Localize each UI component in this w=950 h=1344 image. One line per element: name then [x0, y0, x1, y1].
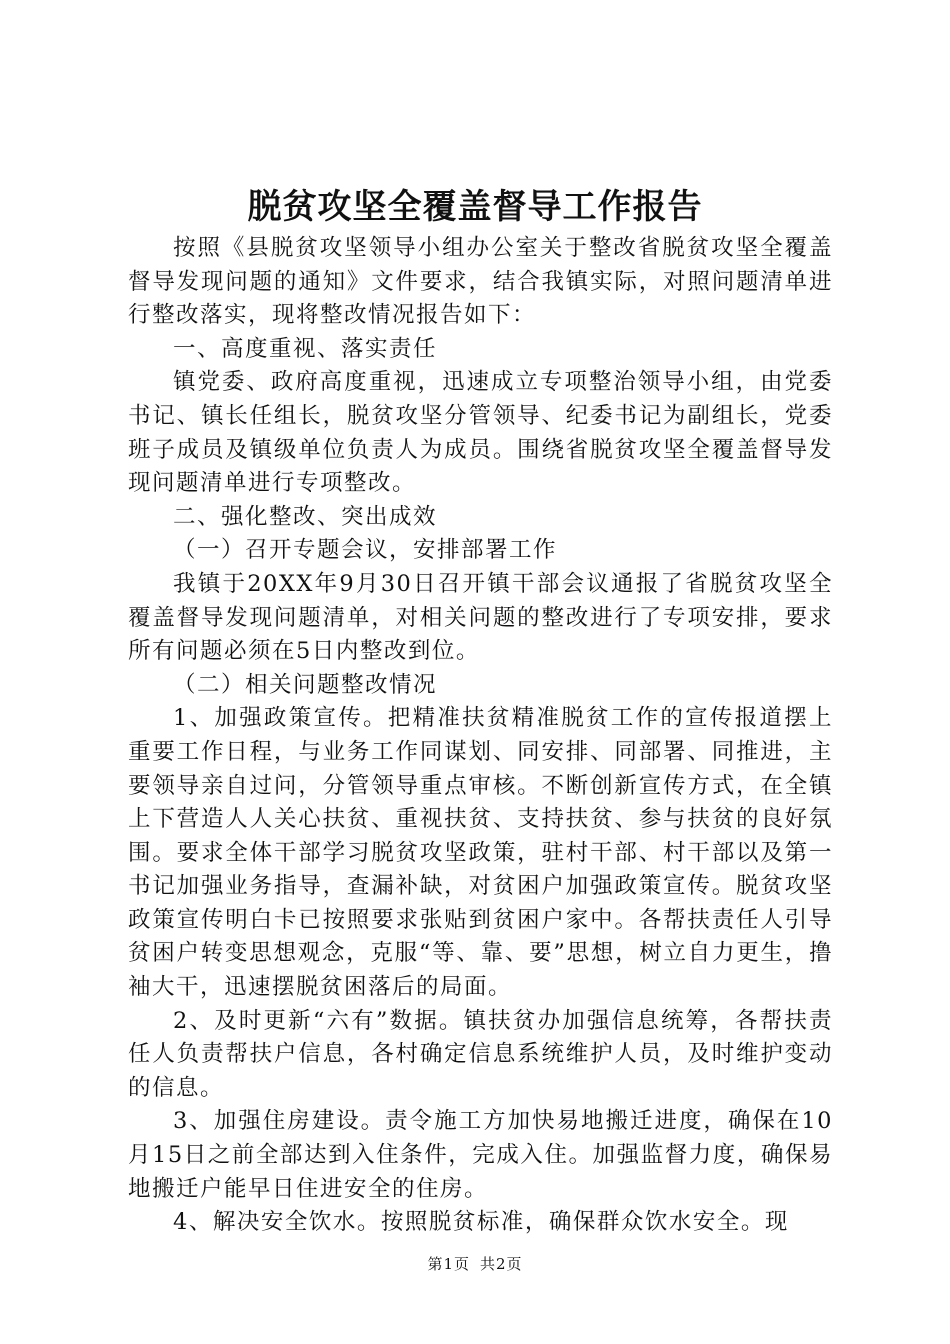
- page-footer: [0, 1254, 950, 1274]
- section-heading-1: 一、高度重视、落实责任: [173, 335, 438, 362]
- paragraph: 镇党委、政府高度重视，迅速成立专项整治领导小组，由党委书记、镇长任组长，脱贫攻坚分管领导、纪委书记为副组长，党委班子成员及镇级单位负责人为成员。围绕省脱贫攻坚全覆盖督导发现问题清单进行专项整改。: [128, 369, 833, 497]
- paragraph: 我镇于20XX年9月30日召开镇干部会议通报了省脱贫攻坚全覆盖督导发现问题清单，对相关问题的整改进行了专项安排，要求所有问题必须在5日内整改到位。: [128, 570, 833, 665]
- page-number: 第1页: [427, 1255, 470, 1273]
- paragraph: 1、加强政策宣传。把精准扶贫精准脱贫工作的宣传报道摆上重要工作日程，与业务工作同谋划、同安排、同部署、同推进，主要领导亲自过问，分管领导重点审核。不断创新宣传方式，在全镇上下营造人人关心扶贫、重视扶贫、支持扶贫、参与扶贫的良好氛围。要求全体干部学习脱贫攻坚政策，驻村干部、村干部以及第一书记加强业务指导，查漏补缺，对贫困户加强政策宣传。脱贫攻坚政策宣传明白卡已按照要求张贴到贫困户家中。各帮扶责任人引导贫困户转变思想观念，克服“等、靠、要”思想，树立自力更生，撸袖大干，迅速摆脱贫困落后的局面。: [128, 705, 833, 1001]
- paragraph-intro: 按照《县脱贫攻坚领导小组办公室关于整改省脱贫攻坚全覆盖督导发现问题的通知》文件要求，结合我镇实际，对照问题清单进行整改落实，现将整改情况报告如下：: [128, 235, 833, 329]
- section-heading-2: 二、强化整改、突出成效: [173, 503, 438, 530]
- subsection-heading-1: （一）召开专题会议，安排部署工作: [173, 537, 558, 564]
- document-body: [128, 232, 833, 1240]
- paragraph: 4、解决安全饮水。按照脱贫标准，确保群众饮水安全。现: [173, 1209, 789, 1236]
- paragraph: 2、及时更新“六有”数据。镇扶贫办加强信息统筹，各帮扶责任人负责帮扶户信息，各村确定信息系统维护人员，及时维护变动的信息。: [128, 1007, 833, 1101]
- paragraph: 3、加强住房建设。责令施工方加快易地搬迁进度，确保在10月15日之前全部达到入住条件，完成入住。加强监督力度，确保易地搬迁户能早日住进安全的住房。: [128, 1108, 833, 1202]
- subsection-heading-2: （二）相关问题整改情况: [173, 671, 438, 698]
- document-title: 脱贫攻坚全覆盖督导工作报告: [247, 187, 703, 227]
- page-total: 共2页: [480, 1255, 523, 1273]
